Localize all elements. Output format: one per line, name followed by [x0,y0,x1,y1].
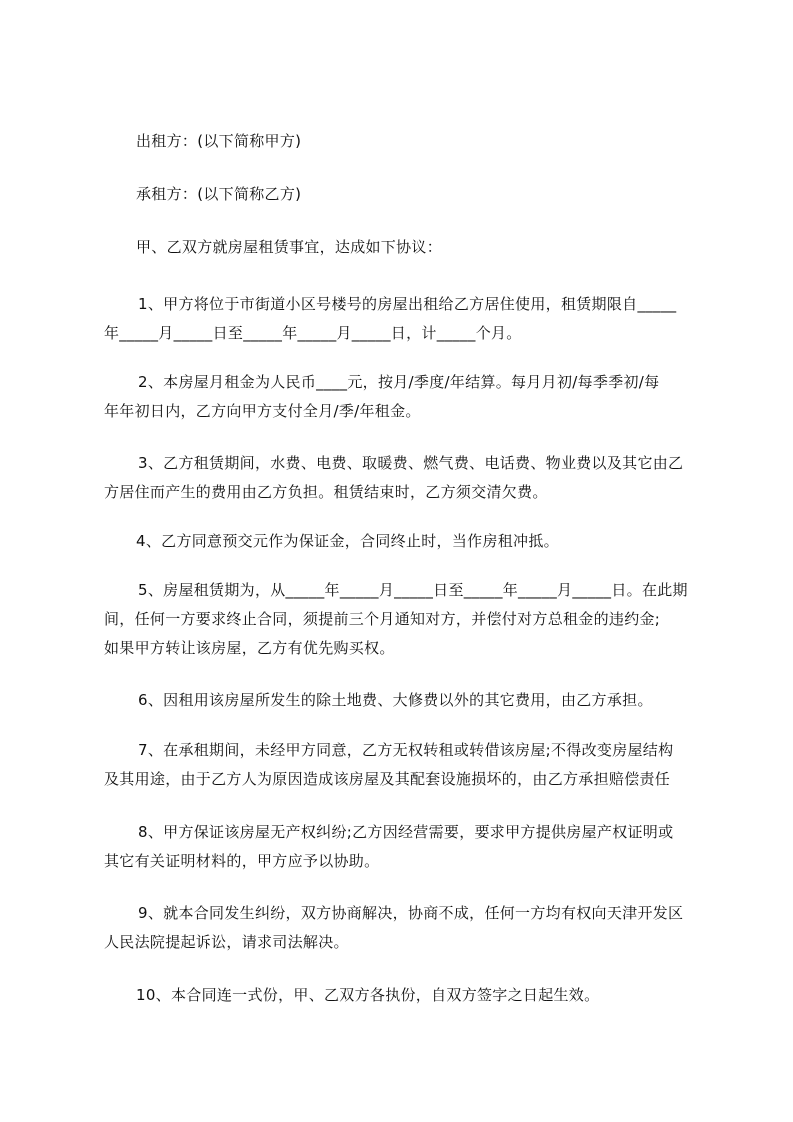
clause-line: 6、因租用该房屋所发生的除土地费、大修费以外的其它费用，由乙方承担。 [138,691,653,709]
clause-line: 年_____月_____日至_____年_____月_____日，计_____个月。 [104,324,522,342]
clause-9 [104,899,704,957]
clause-4 [104,527,704,556]
clause-line: 如果甲方转让该房屋，乙方有优先购买权。 [104,639,395,657]
lessor-line [104,127,704,156]
clause-line: 年年初日内，乙方向甲方支付全月/季/年租金。 [104,402,421,420]
clause-5 [104,576,704,663]
lessee-text: 承租方：(以下简称乙方) [136,185,302,203]
clause-line: 9、就本合同发生纠纷，双方协商解决，协商不成，任何一方均有权向天津开发区 [138,904,684,922]
clause-line: 3、乙方租赁期间，水费、电费、取暖费、燃气费、电话费、物业费以及其它由乙 [138,454,684,472]
clause-line: 10、本合同连一式份，甲、乙双方各执份，自双方签字之日起生效。 [136,986,600,1004]
intro-text: 甲、乙双方就房屋租赁事宜，达成如下协议： [136,238,443,256]
clause-line: 方居住而产生的费用由乙方负担。租赁结束时，乙方须交清欠费。 [104,483,548,501]
clause-3 [104,449,704,507]
clause-10 [104,981,704,1010]
clause-line: 8、甲方保证该房屋无产权纠纷;乙方因经营需要，要求甲方提供房屋产权证明或 [138,823,674,841]
clause-line: 5、房屋租赁期为，从_____年_____月_____日至_____年_____月_____日。在此期 [138,581,688,599]
clause-1 [104,290,704,348]
clause-line: 其它有关证明材料的，甲方应予以协助。 [104,852,380,870]
clause-line: 7、在承租期间，未经甲方同意，乙方无权转租或转借该房屋;不得改变房屋结构 [138,741,674,759]
lessor-text: 出租方：(以下简称甲方) [136,132,302,150]
clause-6 [104,686,704,715]
clause-7 [104,736,704,794]
clause-line: 4、乙方同意预交元作为保证金，合同终止时，当作房租冲抵。 [136,532,559,550]
clause-line: 1、甲方将位于市街道小区号楼号的房屋出租给乙方居住使用，租赁期限自_____ [138,295,677,313]
intro-line [104,233,704,262]
clause-2 [104,368,704,426]
lessee-line [104,180,704,209]
clause-line: 及其用途，由于乙方人为原因造成该房屋及其配套设施损坏的，由乙方承担赔偿责任 [104,770,671,788]
clause-line: 间，任何一方要求终止合同，须提前三个月通知对方，并偿付对方总租金的违约金; [104,610,661,628]
clause-line: 2、本房屋月租金为人民币____元，按月/季度/年结算。每月月初/每季季初/每 [138,373,660,391]
clause-line: 人民法院提起诉讼，请求司法解决。 [104,933,349,951]
clause-8 [104,818,704,876]
